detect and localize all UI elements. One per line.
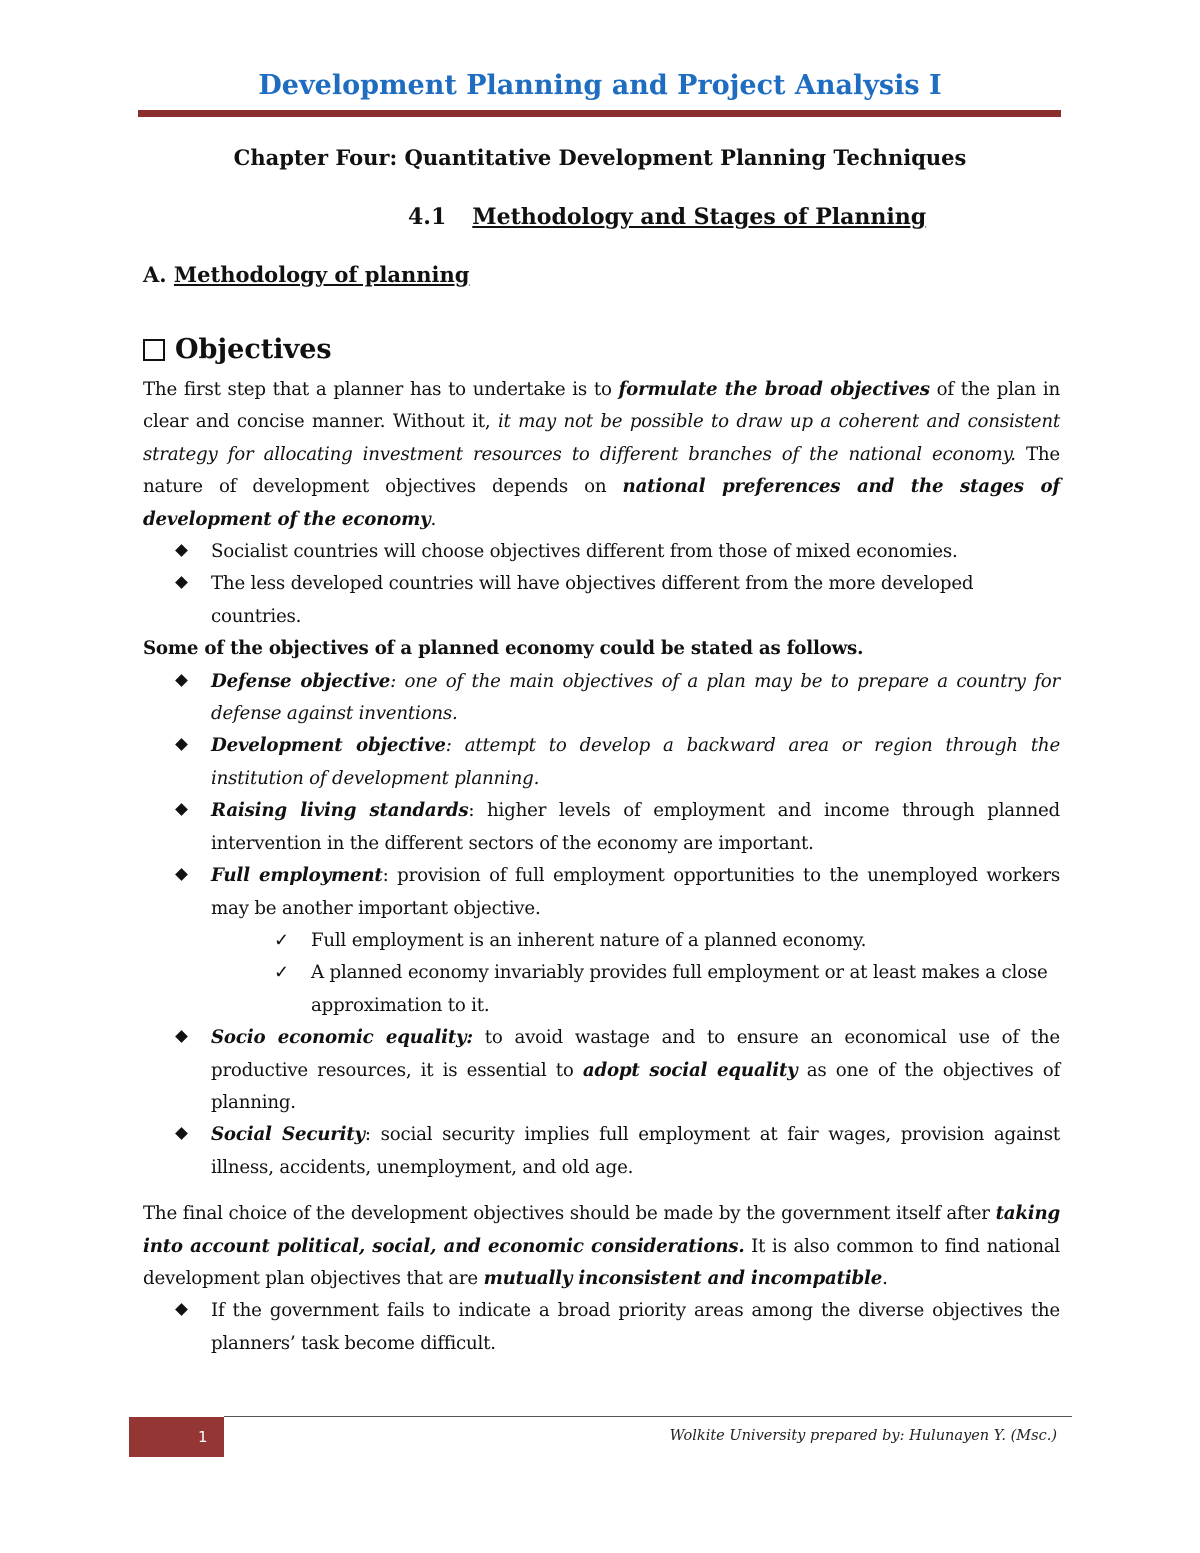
list-item-defense: [143, 666, 1060, 731]
page-number-box: [129, 1417, 224, 1457]
item-text: : attempt to develop a backward area or region through the institution of development planning.: [211, 735, 1061, 789]
item-text: : provision of full employment opportunities to the unemployed workers may be another important objective.: [211, 865, 1061, 919]
emphasis-run: formulate the broad objectives: [618, 379, 930, 400]
text-run: The first step that a planner has to undertake is to: [143, 379, 619, 400]
emphasis-run: taking into account political, social, and economic considerations.: [143, 1203, 1060, 1257]
section-heading: [408, 204, 926, 230]
check-item: [143, 925, 1060, 957]
subsection-letter: A.: [143, 262, 167, 287]
intro-paragraph: [143, 374, 1060, 536]
body-content: [143, 374, 1060, 1360]
text-run: The nature of development objectives depends on: [143, 443, 1060, 498]
list-item: [143, 568, 1060, 633]
item-label: Defense objective: [211, 670, 391, 692]
check-item-text: Full employment is an inherent nature of a planned economy.: [311, 929, 867, 951]
text-run: .: [430, 508, 437, 530]
page-header-title: Development Planning and Project Analysis I: [258, 70, 942, 101]
footer-rule: [224, 1416, 1072, 1417]
item-label: Socio economic equality:: [211, 1027, 473, 1049]
objectives-heading: [143, 334, 332, 365]
check-item-text: A planned economy invariably provides full employment or at least makes a close approximation to it.: [311, 962, 1048, 1016]
item-label: Raising living standards: [211, 800, 469, 822]
item-label: Development objective: [211, 735, 446, 757]
footer-credit: Wolkite University prepared by: Hulunayen Y. (Msc.): [669, 1428, 1057, 1444]
text-run: It is also common to find national development plan objectives that are: [143, 1235, 1060, 1289]
emphasis-run: mutually inconsistent and incompatible: [483, 1267, 883, 1289]
list-item: [143, 536, 1060, 568]
list-item-text: Socialist countries will choose objectives different from those of mixed economies.: [211, 541, 958, 563]
diamond-bullet-icon: [175, 1304, 188, 1317]
list-item-text: The less developed countries will have objectives different from the more developed countries.: [211, 573, 974, 627]
chapter-title: Chapter Four: Quantitative Development Planning Techniques: [233, 145, 967, 170]
list-item-full-employment: [143, 860, 1060, 925]
text-run: of the plan in clear and concise manner. Without it,: [143, 379, 1060, 433]
list-item-social-security: [143, 1119, 1060, 1184]
emphasis-run: it may not be possible to draw up a coherent and consistent strategy for allocating investment resources to different branches of the national economy.: [143, 411, 1060, 465]
item-text: : one of the main objectives of a plan may be to prepare a country for defense against inventions.: [211, 670, 1060, 725]
list-item-text: If the government fails to indicate a broad priority areas among the diverse objectives the planners’ task become difficult.: [211, 1300, 1060, 1354]
list-item-priority: [143, 1295, 1060, 1360]
diamond-bullet-icon: [175, 739, 188, 752]
header-rule: [138, 110, 1061, 117]
diamond-bullet-icon: [175, 803, 188, 816]
section-title: Methodology and Stages of Planning: [472, 204, 927, 230]
subsection-heading: [143, 262, 469, 287]
checkbox-bullet-icon: [143, 339, 165, 361]
list-item-living-standards: [143, 795, 1060, 860]
checkmark-icon: ✓: [274, 929, 289, 951]
objectives-lead: Some of the objectives of a planned economy could be stated as follows.: [143, 638, 864, 660]
final-paragraph: [143, 1198, 1060, 1295]
item-text: : social security implies full employment at fair wages, provision against illness, accidents, unemployment, and old age.: [211, 1124, 1060, 1178]
page-number: 1: [198, 1428, 208, 1446]
item-label: Full employment: [211, 865, 383, 887]
list-item-equality: [143, 1022, 1060, 1119]
diamond-bullet-icon: [175, 1127, 188, 1140]
item-text: to avoid wastage and to ensure an economical use of the productive resources, it is essential to: [211, 1027, 1060, 1081]
text-run: .: [882, 1267, 888, 1289]
subsection-title: Methodology of planning: [173, 262, 470, 287]
emphasis-run: national preferences and the stages of development of the economy: [143, 476, 1060, 530]
list-item-development: [143, 730, 1060, 795]
diamond-bullet-icon: [175, 674, 188, 687]
item-label: Social Security: [211, 1124, 365, 1146]
item-text: : higher levels of employment and income through planned intervention in the different sectors of the economy are important.: [211, 800, 1060, 854]
diamond-bullet-icon: [175, 577, 188, 590]
text-run: The final choice of the development objectives should be made by the government itself after: [143, 1203, 996, 1225]
diamond-bullet-icon: [175, 1030, 188, 1043]
item-text: as one of the objectives of planning.: [211, 1059, 1060, 1113]
section-number: 4.1: [408, 204, 447, 230]
diamond-bullet-icon: [175, 868, 188, 881]
diamond-bullet-icon: [175, 544, 188, 557]
objectives-heading-text: Objectives: [175, 334, 332, 365]
check-item: [143, 957, 1060, 1022]
emphasis-run: adopt social equality: [582, 1059, 798, 1081]
checkmark-icon: ✓: [274, 962, 289, 984]
